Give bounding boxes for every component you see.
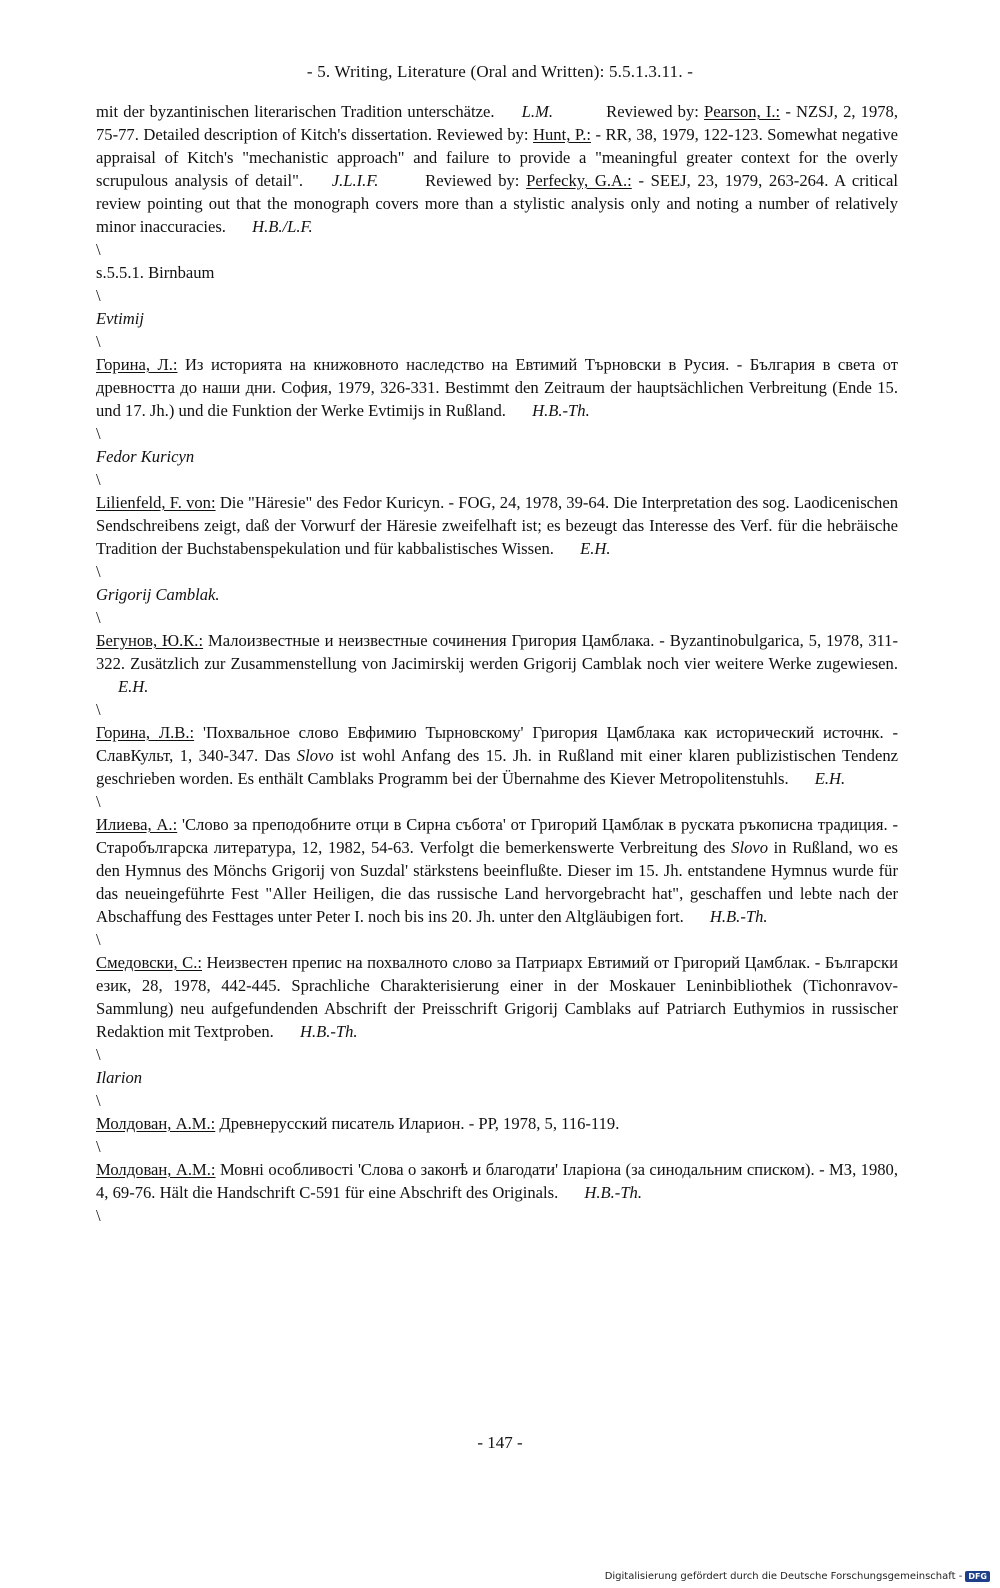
reviewer-initials: E.H. [580,539,611,558]
entry-text: ist wohl Anfang des 15. Jh. in Rußland mit einer klaren publizistischen Tendenz geschrieben worden. Es enthält Camblaks Programm bei der Übernahme des Kiever Metropolitenstuhls. [96,746,899,788]
separator: \ [96,792,101,811]
entry-text: Малоизвестные и неизвестные сочинения Григория Цамблака. - Byzantinobulgarica, 5, 1978, 311-322. Zusätzlich zur Zusammenstellung von Jacimirskij werden Grigorij Camblak noch vier weitere Werke zugewiesen. [96,631,899,673]
separator: \ [96,700,101,719]
review-text: - RR, 38, 1979, 122-123. Somewhat negative appraisal of Kitch's "mechanistic approach" and failure to provide a "meaningful greater context for the overly scrupulous analysis of detail". [96,125,898,190]
reviewer-initials: L.M. [521,102,554,121]
separator: \ [96,1137,101,1156]
separator: \ [96,930,101,949]
entry-author: Молдован, А.М.: [96,1160,216,1179]
reviewer-initials: H.B./L.F. [252,217,313,236]
separator: \ [96,470,101,489]
separator: \ [96,424,101,443]
reviewer-initials: H.B.-Th. [299,1022,358,1041]
entry-text: Неизвестен препис на похвалното слово за Патриарх Евтимий от Григорий Цамблак. - Български език, 28, 1978, 442-445. Sprachliche Charakterisierung einer in der Moskauer Leninbibliothek (Tichonravov-Sammlung) neu aufgefundenden Abschrift der Preisschrift Grigorij Camblaks auf Patriarch Euthymios in russischer Redaktion mit Textproben. [96,953,898,1041]
reviewer-name: Pearson, I.: [704,102,781,121]
dfg-logo-icon: DFG [965,1571,990,1582]
work-title: Slovo [731,838,769,857]
separator: \ [96,608,101,627]
digitization-credit [605,1571,990,1582]
separator: \ [96,1206,101,1225]
entry-text: Die "Häresie" des Fedor Kuricyn. - FOG, 24, 1978, 39-64. Die Interpretation des sog. Laodicenischen Sendschreibens zeigt, daß der Vorwurf der Häresie zweifelhaft ist; es bezeugt das Interesse des Verf. für die hebräische Tradition der Buchstabenspekulation und für kabbalistisches Wissen. [96,493,898,558]
entry-author: Смедовски, С.: [96,953,202,972]
entry-text: in Rußland, wo es den Hymnus des Mönchs Grigorij von Suzdal' stärkstens beeinflußte. Dieser im 15. Jh. entstandene Hymnus wurde für das neueingeführte Fest "Aller Heiligen, die das russische Land hervorgebracht hat", geschaffen und lebte nach der Abschaffung des Festtages unter Peter I. noch bis ins 20. Jh. unter den Altgläubigen fort. [96,838,898,926]
review-text: - NZSJ, 2, 1978, 75-77. Detailed description of Kitch's dissertation. Reviewed by: [96,102,899,144]
separator: \ [96,1091,101,1110]
entry-author: Горина, Л.: [96,355,178,374]
reviewer-name: Hunt, P.: [533,125,591,144]
reviewed-by-label: Reviewed by: [425,171,520,190]
subject-heading: Fedor Kuricyn [96,447,195,466]
bibliography-entry [96,1158,898,1204]
bibliography-entry [96,951,898,1043]
page-number: - 147 - [477,1433,523,1452]
running-header: - 5. Writing, Literature (Oral and Written): 5.5.1.3.11. - [306,62,694,81]
reviewer-initials: H.B.-Th. [584,1183,642,1202]
subject-heading: Evtimij [96,309,144,328]
bibliography-entry [96,721,898,790]
intro-entry [96,100,898,238]
reviewer-initials: E.H. [118,677,149,696]
section-heading: s.5.5.1. Birnbaum [96,263,215,282]
bibliography-entry [96,1112,898,1135]
entry-text: mit der byzantinischen literarischen Tradition unterschätze. [96,102,495,121]
entry-text: Из историята на книжовното наследство на Евтимий Търновски в Русия. - България в света от древността до наши дни. София, 1979, 326-331. Bestimmt den Zeitraum der hauptsächlichen Verbreitung (Ende 15. und 17. Jh.) und die Funktion der Werke Evtimijs in Rußland. [96,355,898,420]
reviewer-initials: J.L.I.F. [331,171,379,190]
separator: \ [96,332,101,351]
bibliography-body [96,100,898,1227]
credit-text: Digitalisierung gefördert durch die Deutsche Forschungsgemeinschaft - [604,1571,963,1582]
entry-text: Древнерусский писатель Иларион. - РР, 1978, 5, 116-119. [219,1114,620,1133]
work-title: Slovo [296,746,334,765]
entry-author: Илиева, А.: [96,815,178,834]
reviewed-by-label: Reviewed by: [606,102,699,121]
subject-heading: Ilarion [96,1068,143,1087]
review-text: - SEEJ, 23, 1979, 263-264. A critical review pointing out that the monograph covers more than a stylistic analysis only and noting a number of relatively minor inaccuracies. [96,171,898,236]
separator: \ [96,240,101,259]
subject-heading: Grigorij Camblak. [96,585,220,604]
bibliography-entry [96,491,898,560]
bibliography-entry [96,629,898,698]
entry-author: Бегунов, Ю.К.: [96,631,204,650]
entry-text: 'Похвальное слово Евфимию Тырновскому' Григория Цамблака как исторический источнк. - СлавКульт, 1, 340-347. Das [96,723,898,765]
entry-author: Горина, Л.В.: [96,723,195,742]
separator: \ [96,286,101,305]
entry-text: Мовні особливості 'Слова о законѣ и благодати' Іларіона (за синодальним списком). - МЗ, 1980, 4, 69-76. Hält die Handschrift С-591 für eine Abschrift des Originals. [96,1160,899,1202]
entry-text: 'Слово за преподобните отци в Сирна събота' от Григорий Цамблак в руската ръкописна традиция. - Старобългарска литература, 12, 1982, 54-63. Verfolgt die bemerkenswerte Verbreitung des [96,815,898,857]
bibliography-entry [96,813,898,928]
reviewer-initials: H.B.-Th. [709,907,768,926]
entry-author: Lilienfeld, F. von: [96,493,216,512]
reviewer-name: Perfecky, G.A.: [526,171,632,190]
reviewer-initials: E.H. [814,769,846,788]
separator: \ [96,1045,101,1064]
separator: \ [96,562,101,581]
reviewer-initials: H.B.-Th. [532,401,590,420]
entry-author: Молдован, А.М.: [96,1114,216,1133]
bibliography-entry [96,353,898,422]
